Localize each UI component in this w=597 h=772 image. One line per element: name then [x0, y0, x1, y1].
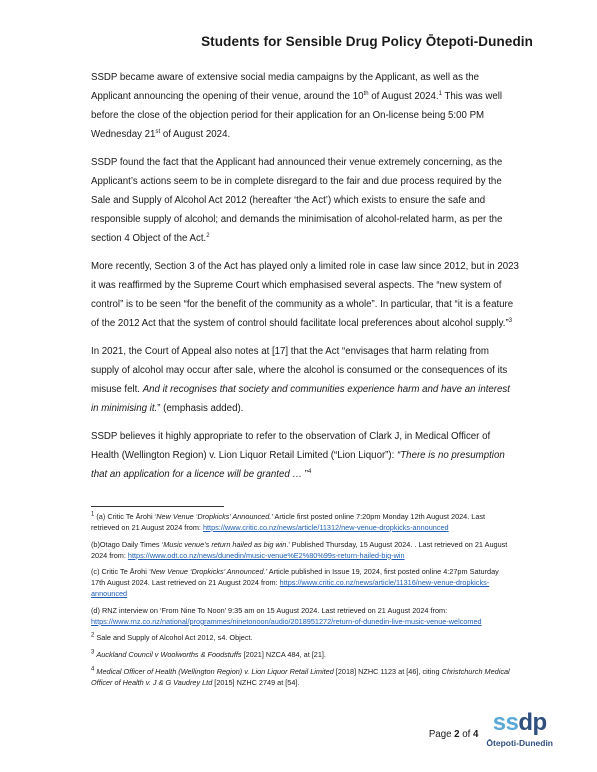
- text: (b)Otago Daily Times ‘: [91, 539, 164, 549]
- text: SSDP found the fact that the Applicant had announced their venue extremely concerning, as the Applicant’s actions seem to be in complete disregard to the fair and due process required by the Sale and Supply of Alcohol Act 2012 (hereafter ‘the Act’) which exists to ensure the safe and responsible supply of alcohol; and demands the minimisation of alcohol-related harm, as per the section 4 Object of the Act.: [91, 157, 503, 244]
- footnote-link[interactable]: https://www.rnz.co.nz/national/programmes/ninetonoon/audio/2018951272/return-of-dunedin-live-music-venue-welcomed: [91, 616, 482, 626]
- text: ”: [304, 469, 309, 480]
- text: [2021] NZCA 484, at [21].: [241, 649, 326, 659]
- logo-subtitle: Ōtepoti-Dunedin: [486, 738, 553, 748]
- text: of August 2024.: [160, 129, 231, 140]
- paragraph-clark-j: [91, 427, 519, 484]
- document-body: [91, 68, 519, 493]
- article-title: Music venue’s return hailed as big win: [163, 539, 287, 549]
- ssdp-logo: [486, 711, 553, 748]
- article-title: ‘New Venue ‘Dropkicks’ Announced.’: [154, 512, 273, 521]
- text: Page: [428, 729, 455, 740]
- footnote-number: 2: [91, 632, 95, 639]
- text: Sale and Supply of Alcohol Act 2012, s4. Object.: [94, 633, 253, 643]
- paragraph-concern: [91, 153, 519, 248]
- footnote-number: 1: [91, 511, 95, 518]
- ordinal-suffix: th: [363, 90, 369, 97]
- case-name: Auckland Council v Woolworths & Foodstuffs: [96, 649, 242, 659]
- text: SSDP became aware of extensive social media campaigns by the Applicant, as well as the Applicant announcing the opening of their venue, around the 10: [91, 72, 480, 102]
- text: of: [459, 729, 474, 740]
- text: .’ Published Thursday, 15 August 2024. . Last retrieved on 21 August 2024 from:: [91, 539, 508, 560]
- footnote-link[interactable]: https://www.critic.co.nz/news/article/11312/new-venue-dropkicks-announced: [202, 523, 449, 532]
- footnote-2: [91, 632, 511, 643]
- paragraph-court-of-appeal: [91, 342, 519, 418]
- footnote-1b: [91, 539, 511, 561]
- paragraph-section-3: [91, 257, 519, 333]
- footnote-link[interactable]: https://www.odt.co.nz/news/dunedin/music-venue%E2%80%99s-return-hailed-big-win: [127, 550, 405, 560]
- footnotes: [91, 511, 511, 693]
- text: Article published in Issue 19, 2024, first posted online 4:27pm Saturday 17th August 2024. Last retrieved on 21 August 2024 from:: [91, 567, 499, 588]
- text: ” (emphasis added).: [157, 403, 244, 414]
- text: This was well before the close of the objection period for their application for an On-license being 5:00 PM Wednesday 21: [91, 91, 503, 140]
- text: In 2021, the Court of Appeal also notes at [17] that the Act “envisages that harm relating from supply of alcohol may occur after sale, where the alcohol is consumed or the consequences of its misuse felt.: [91, 346, 508, 395]
- text: (c) Critic Te Ārohi: [91, 567, 149, 577]
- text: More recently, Section 3 of the Act has played only a limited role in case law since 2012, but in 2023 it was reaffirmed by the Supreme Court which emphasised several aspects. The “new system of control” is to be seen “for the benefit of the community as a whole”. In particular, that “it is a feature of the 2012 Act that the system of control should facilitate local preferences about alcohol supply.”: [91, 261, 519, 329]
- article-title: ‘New Venue ‘Dropkicks’ Announced.’: [148, 567, 268, 577]
- quote-text: “There is no presumption that an application for a licence will be granted …: [91, 450, 505, 480]
- footnote-1a: [91, 511, 511, 533]
- text: [2018] NZHC 1123 at [46], citing: [333, 666, 442, 676]
- footnote-number: 4: [91, 666, 95, 673]
- text: of August 2024.: [368, 91, 439, 102]
- footnote-ref-1[interactable]: 1: [438, 90, 442, 97]
- footnote-number: 3: [91, 649, 95, 656]
- case-name: Christchurch Medical Officer of Health v. J & G Vaudrey Ltd: [91, 666, 510, 687]
- footnote-1d: [91, 605, 511, 627]
- emphasis-text: And it recognises that society and communities experience harm and have an interest in minimising it.: [91, 384, 510, 414]
- footnote-4: [91, 666, 511, 688]
- case-name: Medical Officer of Health (Wellington Region) v. Lion Liquor Retail Limited: [96, 666, 334, 676]
- footnote-1c: [91, 566, 511, 599]
- page-header-title: Students for Sensible Drug Policy Ōtepoti-Dunedin: [201, 34, 533, 49]
- logo-dp: dp: [518, 709, 547, 736]
- text: (a) Critic Te Ārohi: [94, 512, 155, 521]
- paragraph-awareness: [91, 68, 519, 144]
- footnote-ref-3[interactable]: 3: [508, 317, 513, 324]
- total-pages: 4: [473, 729, 479, 740]
- page-footer: [429, 711, 553, 748]
- footnote-ref-4[interactable]: 4: [308, 468, 312, 475]
- footnote-3: [91, 649, 511, 660]
- logo-wordmark: [493, 711, 547, 735]
- text: Article first posted online 7:20pm Monday 12th August 2024. Last retrieved on 21 August 2024 from:: [91, 512, 486, 532]
- text: SSDP believes it highly appropriate to refer to the observation of Clark J, in Medical Officer of Health (Wellington Region) v. Lion Liquor Retail Limited (“Lion Liquor”):: [91, 431, 491, 461]
- footnote-link[interactable]: https://www.critic.co.nz/news/article/11316/new-venue-dropkicks-announced: [91, 578, 490, 599]
- page-number: [429, 729, 479, 740]
- footnote-separator: [91, 506, 224, 507]
- text: (d) RNZ interview on ‘From Nine To Noon’ 9:35 am on 15 August 2024. Last retrieved on 21 August 2024 from:: [91, 605, 448, 615]
- text: [2015] NZHC 2749 at [54].: [212, 677, 300, 687]
- logo-ss: ss: [492, 709, 519, 736]
- ordinal-suffix: st: [155, 128, 161, 135]
- footnote-ref-2[interactable]: 2: [206, 232, 210, 239]
- current-page: 2: [454, 729, 460, 740]
